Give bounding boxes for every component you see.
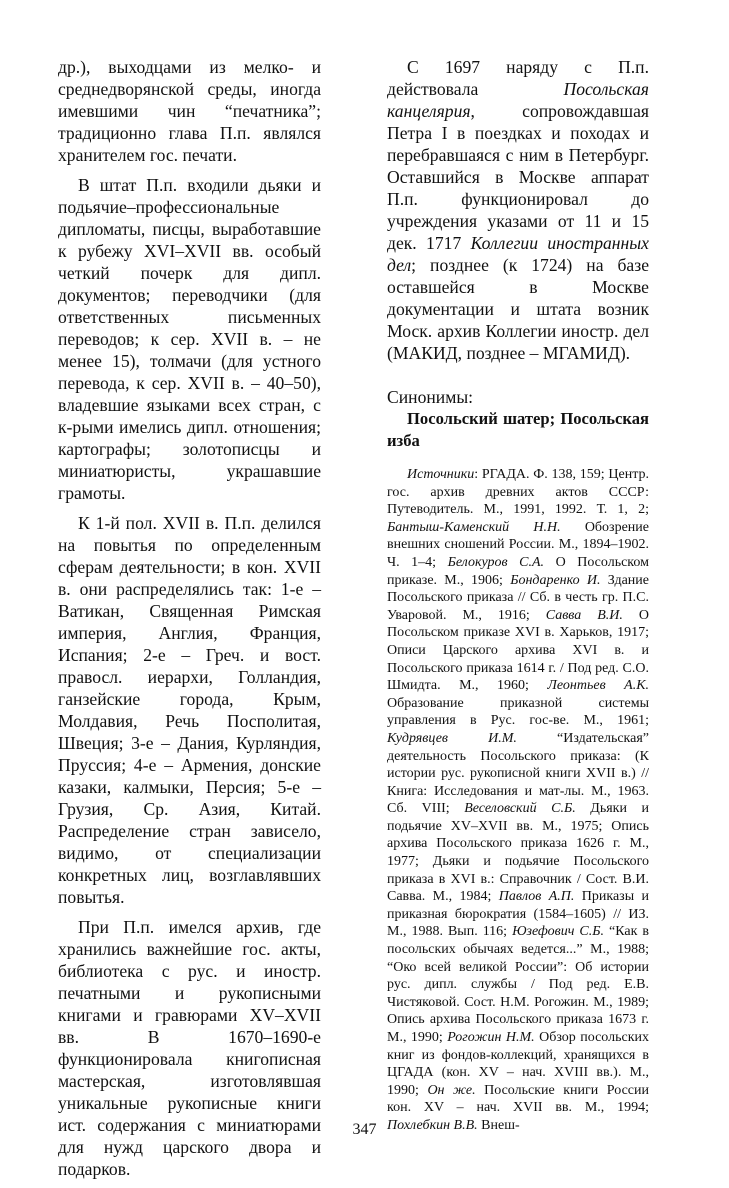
page-number: 347	[352, 1121, 377, 1138]
paragraph-continuation: др.), выходцами из мелко- и среднедворянской среды, иногда имевшими чин “печатника”; традиционно глава П.п. являлся хранителем гос. печати.	[58, 57, 321, 165]
paragraph-archive: При П.п. имелся архив, где хранились важнейшие гос. акты, библиотека с рус. и иностр. печатными и рукописными книгами и гравюрами XV–XVII вв. В 1670–1690-е функционировала книгописная мастерская, изготовлявшая уникальные рукописные книги ист. содержания с миниатюрами для нужд царского двора и подарков.	[58, 917, 321, 1179]
source-author: Похлебкин В.В.	[387, 1117, 478, 1133]
source-text: Обзор посольских книг из фондов-коллекций, хранящихся в ЦГАДА (кон. XV – нач. XVIII вв.). М., 1990;	[387, 1030, 649, 1098]
source-author: Бантыш-Каменский Н.Н.	[387, 519, 561, 535]
source-author: Савва В.И.	[545, 607, 623, 623]
source-text: О Посольском приказе XVI в. Харьков, 1917; Описи Царского архива XVI в. и Посольского приказа 1614 г. / Под ред. С.О. Шмидта. М., 1960;	[387, 607, 649, 694]
source-author: Кудрявцев И.М.	[387, 730, 517, 746]
source-author: Он же.	[427, 1082, 476, 1098]
source-text: О Посольском приказе. М., 1906;	[387, 554, 649, 588]
source-author: Бондаренко И.	[510, 572, 601, 588]
text-run: , сопровождавшая Петра I в поездках и походах и перебравшаяся с ним в Петербург. Оставшийся в Москве аппарат П.п. функционировал до учреждения указами от 11 и 15 дек. 1717	[387, 101, 649, 253]
source-text: Посольские книги России кон. XV – нач. XVII вв. М., 1994;	[387, 1082, 650, 1116]
text-run: ; позднее (к 1724) на базе оставшейся в Москве документации и штата возник Моск. архив Коллегии иностр. дел (МАКИД, позднее – МГАМИД).	[387, 255, 649, 363]
source-text: Внеш-	[477, 1117, 520, 1133]
source-author: Павлов А.П.	[498, 889, 575, 905]
source-text: Здание Посольского приказа // Сб. в честь гр. П.С. Уваровой. М., 1916;	[387, 572, 650, 623]
source-author: Веселовский С.Б.	[464, 801, 576, 817]
paragraph-povytya: К 1-й пол. XVII в. П.п. делился на повытья по определенным сферам деятельности; в кон. XVII в. они распределялись так: 1-е – Ватикан, Священная Римская империя, Англия, Франция, Испания; 2-е – Греч. и вост. правосл. иерархи, Голландия, ганзейские города, Крым, Молдавия, Речь Посполитая, Швеция; 3-е – Дания, Курляндия, Пруссия; 4-е – Армения, донские казаки, калмыки, Персия; 5-е – Грузия, Ср. Азия, Китай. Распределение стран зависело, видимо, от специализации конкретных лиц, возглавлявших повытья.	[58, 513, 321, 907]
paragraph-staff: В штат П.п. входили дьяки и подьячие–профессиональные дипломаты, писцы, выработавшие к рубежу XVI–XVII вв. особый четкий почерк для дипл. документов; переводчики (для ответственных письменных переводов; к сер. XVII в. – не менее 15), толмачи (для устного перевода, к сер. XVII в. – 40–50), владевшие языками всех стран, с к-рыми имелись дипл. отношения; картографы; золотописцы и миниатюристы, украшавшие грамоты.	[58, 175, 321, 503]
synonyms-text: Посольский шатер; Посольская изба	[387, 409, 649, 450]
paragraph-chancellery	[387, 56, 649, 364]
source-author: Белокуров С.А.	[447, 554, 545, 570]
text-run: С 1697 наряду с П.п. действовала	[387, 57, 649, 99]
sources-block	[387, 466, 649, 1135]
left-column	[58, 56, 321, 1188]
source-author: Леонтьев А.К.	[547, 678, 649, 694]
synonyms-label: Синонимы:	[387, 387, 474, 407]
source-text: “Издательская” деятельность Посольского приказа: (К истории рус. рукописной книги XVII в.) // Книга: Исследования и мат-лы. М., 1963. Сб. VIII;	[387, 730, 649, 817]
source-author: Рогожин Н.М.	[447, 1030, 535, 1045]
source-text: Образование приказной системы управления в Рус. гос-ве. М., 1961;	[387, 695, 649, 729]
italic-term: Посольская канцелярия	[387, 79, 649, 121]
source-text: Приказы и приказная бюрократия (1584–1605) // ИЗ. М., 1988. Вып. 116;	[387, 889, 649, 940]
source-text: “Как в посольских обычаях ведется...” М., 1988; “Око всей великой России”: Об истории рус. дипл. службы / Под ред. Е.В. Чистяковой. Сост. Н.М. Рогожин. М., 1989; Опись архива Посольского приказа 1673 г. М., 1990;	[387, 924, 650, 1045]
source-text: Обозрение внешних сношений России. М., 1894–1902. Ч. 1–4;	[387, 519, 649, 570]
right-column	[387, 56, 649, 1135]
source-text: : РГАДА. Ф. 138, 159; Центр. гос. архив древних актов СССР: Путеводитель. М., 1991, 1992. Т. 1, 2;	[387, 467, 649, 518]
source-author: Источники	[407, 467, 475, 482]
source-text: Дьяки и подьячие XV–XVII вв. М., 1975; Опись архива Посольского приказа 1626 г. М., 1977; Дьяки и подьячие Посольского приказа в XVI в.: Справочник / Сост. В.И. Савва. М., 1984;	[387, 801, 649, 905]
italic-term: Коллегии иностранных дел	[387, 233, 649, 275]
source-author: Юзефович С.Б.	[512, 924, 604, 940]
